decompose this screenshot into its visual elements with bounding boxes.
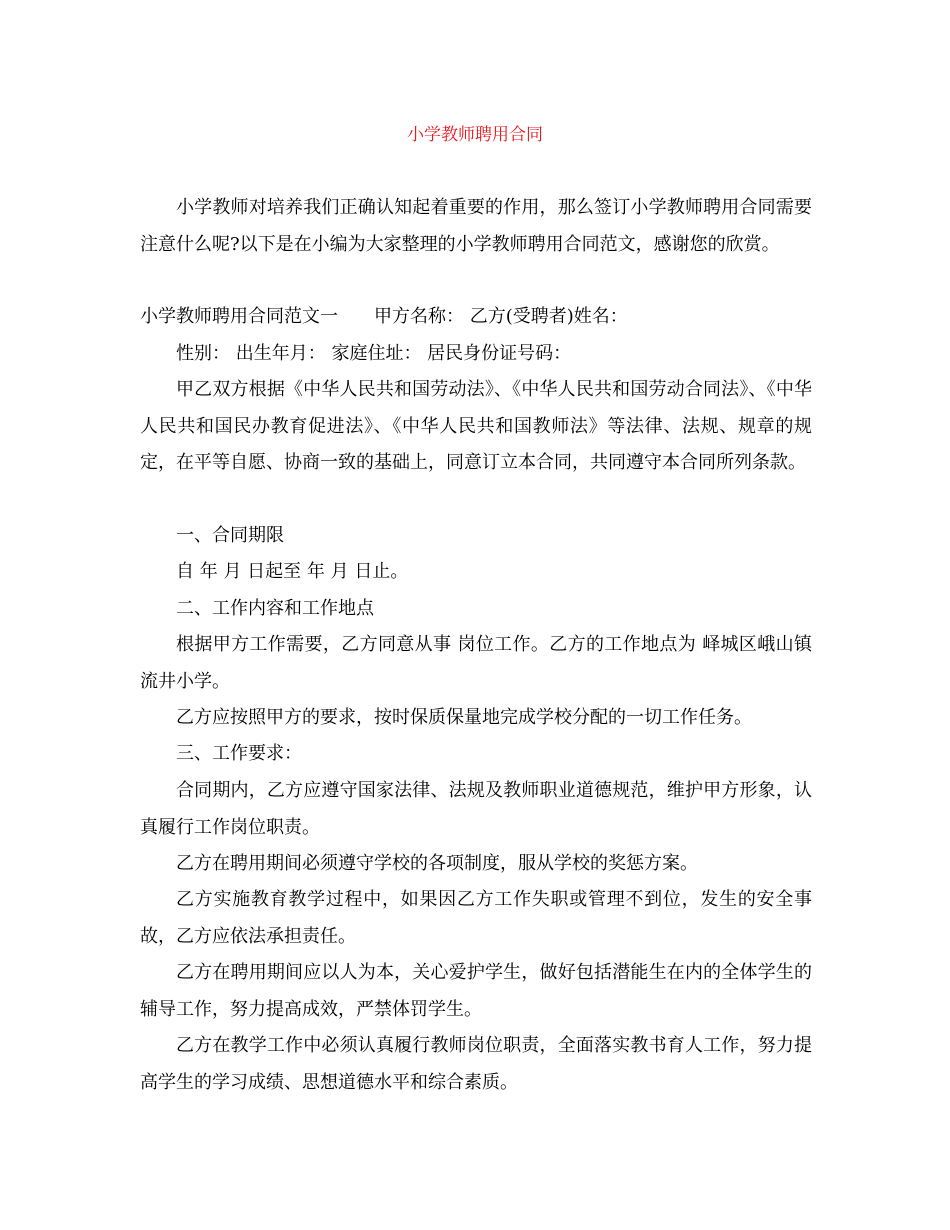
requirement-paragraph-5: 乙方在教学工作中必须认真履行教师岗位职责，全面落实教书育人工作，努力提高学生的学习成绩、思想道德水平和综合素质。 xyxy=(140,1035,812,1093)
section-heading-term: 一、合同期限 xyxy=(176,525,284,546)
personal-info-fields: 性别： 出生年月： 家庭住址： 居民身份证号码： xyxy=(176,343,572,364)
work-location-paragraph: 根据甲方工作需要，乙方同意从事 岗位工作。乙方的工作地点为 峄城区峨山镇流井小学。 xyxy=(140,634,812,692)
contract-header-line xyxy=(140,299,812,336)
contract-term-line: 自 年 月 日起至 年 月 日止。 xyxy=(176,561,409,582)
section-heading-work: 二、工作内容和工作地点 xyxy=(176,598,374,619)
requirement-paragraph-2: 乙方在聘用期间必须遵守学校的各项制度，服从学校的奖惩方案。 xyxy=(176,853,698,874)
requirement-paragraph-4: 乙方在聘用期间应以人为本，关心爱护学生，做好包括潜能生在内的全体学生的辅导工作，努力提高成效，严禁体罚学生。 xyxy=(140,962,812,1020)
intro-paragraph: 小学教师对培养我们正确认知起着重要的作用，那么签订小学教师聘用合同需要注意什么呢?以下是在小编为大家整理的小学教师聘用合同范文，感谢您的欣赏。 xyxy=(140,197,812,255)
legal-basis-paragraph: 甲乙双方根据《中华人民共和国劳动法》、《中华人民共和国劳动合同法》、《中华人民共和国民办教育促进法》、《中华人民共和国教师法》等法律、法规、规章的规定，在平等自愿、协商一致的基础上，同意订立本合同，共同遵守本合同所列条款。 xyxy=(140,379,812,473)
contract-sample-heading: 小学教师聘用合同范文一 xyxy=(140,306,338,327)
task-paragraph: 乙方应按照甲方的要求，按时保质保量地完成学校分配的一切工作任务。 xyxy=(176,707,752,728)
requirement-paragraph-3: 乙方实施教育教学过程中，如果因乙方工作失职或管理不到位，发生的安全事故，乙方应依法承担责任。 xyxy=(140,889,812,947)
requirement-paragraph-1: 合同期内，乙方应遵守国家法律、法规及教师职业道德规范，维护甲方形象，认真履行工作岗位职责。 xyxy=(140,780,812,838)
section-heading-requirements: 三、工作要求： xyxy=(176,743,302,764)
party-fields: 甲方名称： 乙方(受聘者)姓名： xyxy=(374,306,628,327)
document-title: 小学教师聘用合同 xyxy=(407,125,543,145)
